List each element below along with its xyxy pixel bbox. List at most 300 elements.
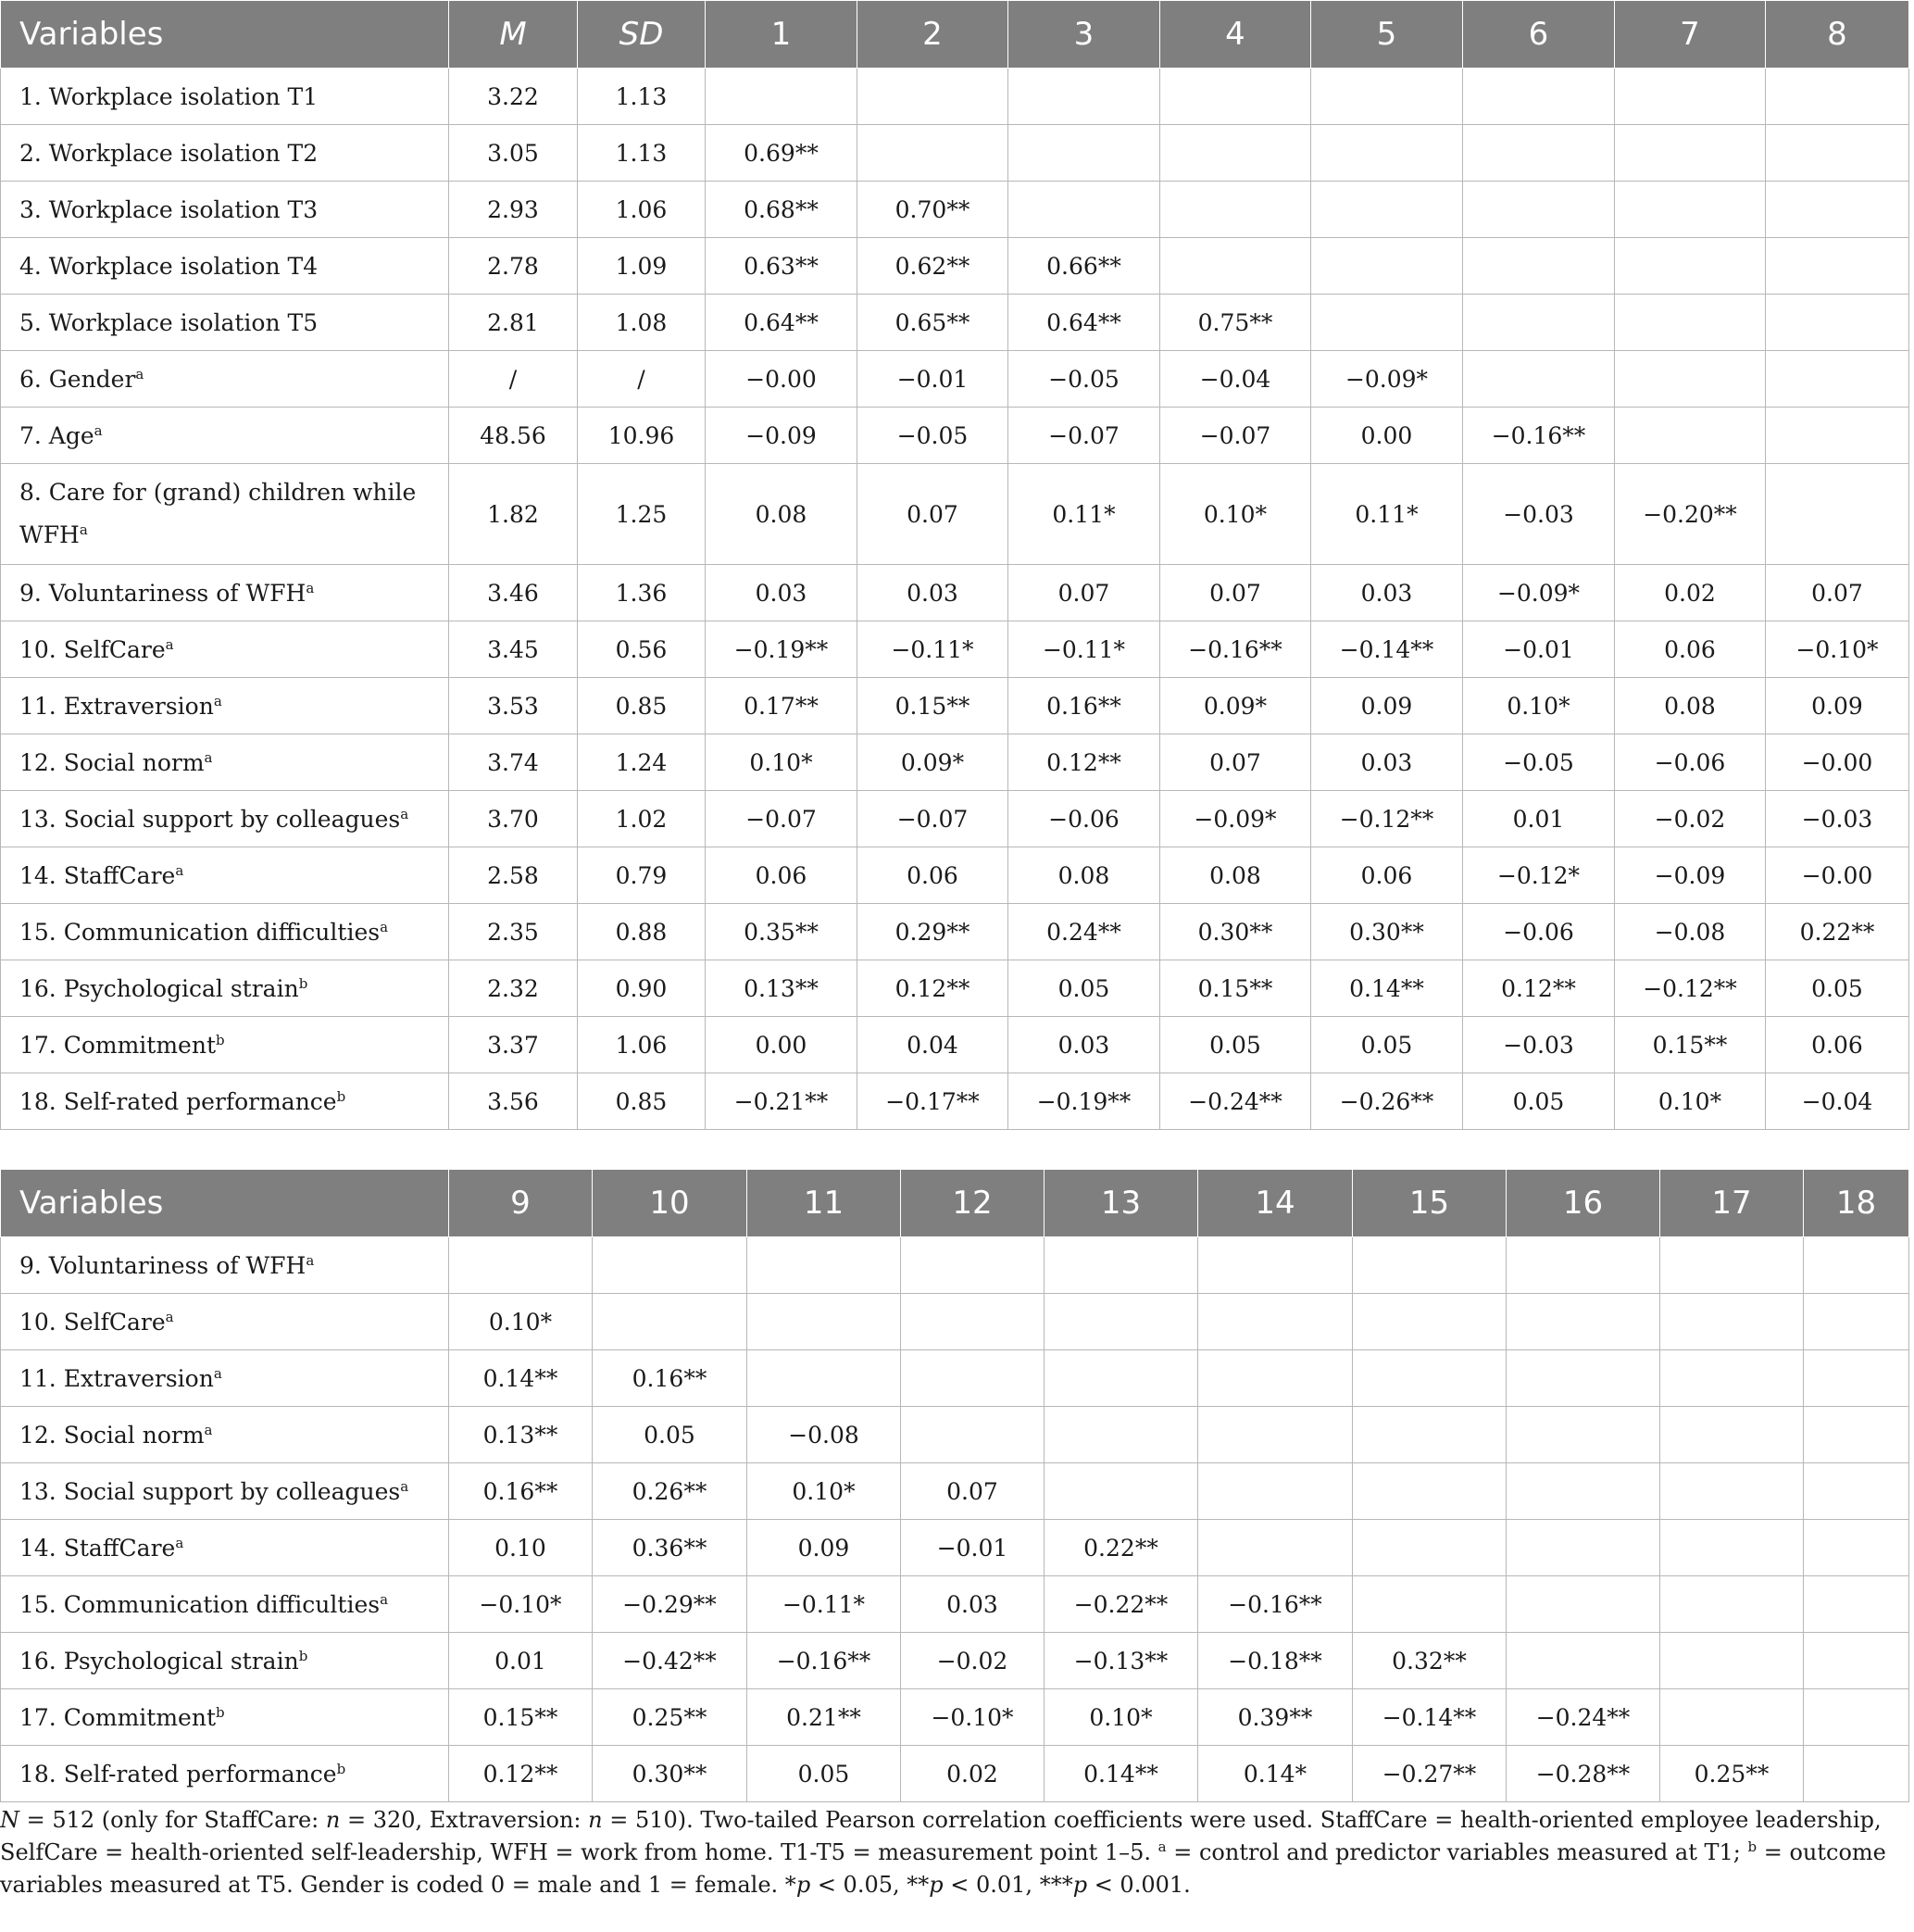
footnote-marker: a (135, 365, 144, 383)
footnote-marker: a (400, 805, 409, 822)
table-cell: −0.14** (1353, 1689, 1507, 1746)
table-cell: 0.88 (578, 904, 706, 960)
table-cell: 1.82 (449, 464, 578, 565)
table-cell (1804, 1407, 1909, 1463)
table-cell: 0.22** (1045, 1520, 1198, 1576)
table-cell: 0.03 (1008, 1017, 1160, 1073)
table-cell: 0.07 (1160, 734, 1311, 791)
table-cell: 0.11* (1311, 464, 1463, 565)
table-cell: −0.11* (1008, 621, 1160, 678)
table-cell: 0.15** (1615, 1017, 1766, 1073)
variable-name: 15. Communication difficulties (19, 1590, 381, 1618)
table-cell (747, 1350, 901, 1407)
column-header: 17 (1660, 1170, 1804, 1237)
table-cell (1615, 125, 1766, 182)
table-cell: 0.10 (449, 1520, 593, 1576)
table-cell: −0.06 (1008, 791, 1160, 847)
footnote-marker: a (79, 521, 88, 538)
table-cell: 0.05 (593, 1407, 747, 1463)
variable-label (1, 621, 449, 678)
variable-name-line2: WFH (19, 521, 80, 548)
footnote-marker: a (165, 635, 174, 653)
table-cell: 0.22** (1766, 904, 1909, 960)
table-cell (593, 1294, 747, 1350)
table-cell: −0.16** (1160, 621, 1311, 678)
table-cell: 0.85 (578, 1073, 706, 1130)
variable-name: 9. Voluntariness of WFH (19, 1251, 306, 1279)
table-cell (1804, 1689, 1909, 1746)
table-cell (1660, 1520, 1804, 1576)
variable-name: 9. Voluntariness of WFH (19, 579, 306, 607)
table-cell: −0.00 (706, 351, 857, 408)
table-cell (1804, 1350, 1909, 1407)
table-cell: 3.56 (449, 1073, 578, 1130)
table-cell (1311, 238, 1463, 295)
table-row (1, 1407, 1909, 1463)
table-cell (1615, 408, 1766, 464)
table-cell (449, 1237, 593, 1294)
table-cell (1615, 295, 1766, 351)
table-cell: 0.03 (1311, 565, 1463, 621)
table-cell (1353, 1520, 1507, 1576)
table-row (1, 408, 1909, 464)
table-cell: −0.09 (706, 408, 857, 464)
table-cell: 0.21** (747, 1689, 901, 1746)
table-cell (1766, 69, 1909, 125)
table-cell (1198, 1520, 1353, 1576)
table-cell (901, 1350, 1045, 1407)
table-cell (1660, 1576, 1804, 1633)
column-header: 2 (857, 1, 1008, 69)
table-row (1, 960, 1909, 1017)
column-header: 7 (1615, 1, 1766, 69)
variable-name: 13. Social support by colleagues (19, 805, 401, 833)
note-italic: p (795, 1872, 811, 1898)
table-cell (1198, 1237, 1353, 1294)
table-cell (1507, 1350, 1660, 1407)
variable-label (1, 408, 449, 464)
table-cell: 3.45 (449, 621, 578, 678)
table-cell: 3.74 (449, 734, 578, 791)
variable-label (1, 1017, 449, 1073)
table-row (1, 1237, 1909, 1294)
table-row (1, 464, 1909, 565)
table-cell: 0.05 (1160, 1017, 1311, 1073)
table-cell: 2.58 (449, 847, 578, 904)
table-cell: 2.35 (449, 904, 578, 960)
variable-name: 12. Social norm (19, 748, 205, 776)
table-cell (1804, 1633, 1909, 1689)
table-cell: 0.14** (1311, 960, 1463, 1017)
table-cell: −0.05 (857, 408, 1008, 464)
variable-label (1, 238, 449, 295)
footnote-marker: b (298, 974, 308, 992)
table-cell (747, 1237, 901, 1294)
table-cell (1804, 1520, 1909, 1576)
table-cell: 0.14** (1045, 1746, 1198, 1802)
table-cell: −0.29** (593, 1576, 747, 1633)
note-text: < 0.001. (1087, 1872, 1191, 1898)
table-cell: 0.25** (593, 1689, 747, 1746)
table-cell: 1.06 (578, 1017, 706, 1073)
variable-name: 12. Social norm (19, 1421, 205, 1449)
table-cell: −0.24** (1507, 1689, 1660, 1746)
table-cell (1463, 182, 1615, 238)
column-header: M (449, 1, 578, 69)
table-row (1, 847, 1909, 904)
table-cell: 0.15** (1160, 960, 1311, 1017)
variable-label (1, 351, 449, 408)
table-cell: 0.03 (857, 565, 1008, 621)
column-header: SD (578, 1, 706, 69)
table-cell: 0.14* (1198, 1746, 1353, 1802)
table-cell (1045, 1350, 1198, 1407)
variable-name: 15. Communication difficulties (19, 918, 381, 946)
variable-name: 11. Extraversion (19, 1364, 214, 1392)
variable-label (1, 1576, 449, 1633)
note-text: = outcome variables measured at T5. Gender is coded 0 = male and 1 = female. * (0, 1839, 1886, 1898)
variable-label (1, 464, 449, 565)
table-cell (747, 1294, 901, 1350)
table-cell: 0.16** (593, 1350, 747, 1407)
table-cell: −0.24** (1160, 1073, 1311, 1130)
variable-name: 3. Workplace isolation T3 (19, 195, 319, 223)
table-cell (1660, 1407, 1804, 1463)
table-cell: −0.17** (857, 1073, 1008, 1130)
table-cell: −0.03 (1463, 464, 1615, 565)
table-cell: 1.13 (578, 69, 706, 125)
table-cell: 0.75** (1160, 295, 1311, 351)
table-cell (1463, 295, 1615, 351)
table-cell: 0.01 (1463, 791, 1615, 847)
table-cell: 0.06 (1766, 1017, 1909, 1073)
table-cell: −0.18** (1198, 1633, 1353, 1689)
table-cell (1804, 1746, 1909, 1802)
table-cell: 1.02 (578, 791, 706, 847)
table-cell: 0.15** (449, 1689, 593, 1746)
variable-label (1, 734, 449, 791)
table-cell: 0.00 (1311, 408, 1463, 464)
table-cell: 1.24 (578, 734, 706, 791)
table-cell: 0.03 (901, 1576, 1045, 1633)
table-cell (1311, 295, 1463, 351)
table-cell: −0.02 (1615, 791, 1766, 847)
table-cell (901, 1237, 1045, 1294)
table-cell: 0.12** (449, 1746, 593, 1802)
footnote-marker: a (380, 1590, 389, 1608)
correlation-table-part2 (0, 1169, 1909, 1802)
table-cell: 0.07 (1008, 565, 1160, 621)
variable-label (1, 69, 449, 125)
table-cell: −0.04 (1160, 351, 1311, 408)
table-cell: 0.09 (1766, 678, 1909, 734)
variable-label (1, 295, 449, 351)
table-cell (857, 69, 1008, 125)
note-n-symbol: N (0, 1807, 19, 1833)
table-cell: 48.56 (449, 408, 578, 464)
table-header-row (1, 1, 1909, 69)
table-cell: −0.08 (747, 1407, 901, 1463)
table-row (1, 182, 1909, 238)
variable-name: 18. Self-rated performance (19, 1087, 337, 1115)
table-cell: 0.07 (901, 1463, 1045, 1520)
table-cell: 0.06 (706, 847, 857, 904)
table-cell: 0.10* (449, 1294, 593, 1350)
table-cell (1615, 182, 1766, 238)
variable-name: 2. Workplace isolation T2 (19, 139, 319, 167)
footnote-marker: a (175, 1534, 184, 1551)
table-cell: 0.63** (706, 238, 857, 295)
table-cell: 0.11* (1008, 464, 1160, 565)
table-cell: −0.16** (1198, 1576, 1353, 1633)
note-text: < 0.05, ** (810, 1872, 930, 1898)
table-cell (1353, 1237, 1507, 1294)
table-cell: 0.26** (593, 1463, 747, 1520)
table-cell: 0.15** (857, 678, 1008, 734)
footnote-marker: b (298, 1647, 308, 1664)
table-cell: −0.20** (1615, 464, 1766, 565)
table-cell (1507, 1237, 1660, 1294)
table-cell: −0.19** (1008, 1073, 1160, 1130)
column-header: 13 (1045, 1170, 1198, 1237)
table-cell: 0.29** (857, 904, 1008, 960)
table-cell: 2.81 (449, 295, 578, 351)
table-cell: −0.09 (1615, 847, 1766, 904)
table-cell: 1.08 (578, 295, 706, 351)
table-cell: 0.00 (706, 1017, 857, 1073)
table-row (1, 1017, 1909, 1073)
table-cell (593, 1237, 747, 1294)
table-cell: 0.70** (857, 182, 1008, 238)
table-cell: −0.22** (1045, 1576, 1198, 1633)
table-row (1, 1350, 1909, 1407)
table-cell: 0.10* (747, 1463, 901, 1520)
variable-name: 10. SelfCare (19, 1308, 166, 1336)
table-row (1, 565, 1909, 621)
table-cell (1045, 1294, 1198, 1350)
table-cell: 0.03 (706, 565, 857, 621)
table-cell (1198, 1294, 1353, 1350)
table-cell: −0.01 (1463, 621, 1615, 678)
table-cell (1463, 69, 1615, 125)
variable-label (1, 1689, 449, 1746)
table-cell (1615, 238, 1766, 295)
table-cell (857, 125, 1008, 182)
table-cell (1463, 125, 1615, 182)
table-cell (1660, 1237, 1804, 1294)
table-cell (1804, 1237, 1909, 1294)
table-cell (1615, 351, 1766, 408)
table-cell: 0.66** (1008, 238, 1160, 295)
table-cell: 3.46 (449, 565, 578, 621)
table-cell: / (578, 351, 706, 408)
table-cell: −0.09* (1311, 351, 1463, 408)
table-row (1, 238, 1909, 295)
column-header: 6 (1463, 1, 1615, 69)
footnote-marker: a (94, 421, 103, 439)
note-text: < 0.01, *** (943, 1872, 1073, 1898)
variable-name: 13. Social support by colleagues (19, 1477, 401, 1505)
table-cell (1660, 1689, 1804, 1746)
table-cell (1353, 1407, 1507, 1463)
column-header: 16 (1507, 1170, 1660, 1237)
variable-name: 8. Care for (grand) children while (19, 479, 417, 506)
table-row (1, 1689, 1909, 1746)
footnote-marker: a (380, 918, 389, 935)
table-cell (1463, 351, 1615, 408)
table-cell: 0.10* (1045, 1689, 1198, 1746)
variable-name: 6. Gender (19, 365, 136, 393)
note-superscript: b (1747, 1838, 1758, 1855)
note-text: = 512 (only for StaffCare: (19, 1807, 326, 1833)
footnote-marker: b (336, 1087, 346, 1105)
table-cell: −0.10* (449, 1576, 593, 1633)
table-cell: −0.10* (1766, 621, 1909, 678)
footnote-marker: a (204, 748, 213, 766)
column-header: 11 (747, 1170, 901, 1237)
table-cell: 0.25** (1660, 1746, 1804, 1802)
table-cell (1160, 69, 1311, 125)
note-italic: n (325, 1807, 341, 1833)
table-cell: −0.12** (1615, 960, 1766, 1017)
table-cell: −0.26** (1311, 1073, 1463, 1130)
column-header: 8 (1766, 1, 1909, 69)
table-cell (1660, 1463, 1804, 1520)
variable-name: 17. Commitment (19, 1031, 216, 1059)
table-row (1, 1746, 1909, 1802)
table-cell: −0.12* (1463, 847, 1615, 904)
note-text: = control and predictor variables measured at T1; (1166, 1839, 1748, 1865)
table-row (1, 678, 1909, 734)
table-cell (1804, 1576, 1909, 1633)
table-row (1, 1073, 1909, 1130)
variable-label (1, 182, 449, 238)
table-cell: 0.16** (1008, 678, 1160, 734)
table-cell (1507, 1633, 1660, 1689)
table-cell (1463, 238, 1615, 295)
table-cell: 0.08 (1615, 678, 1766, 734)
table-cell: −0.03 (1766, 791, 1909, 847)
table-cell: 0.08 (706, 464, 857, 565)
table-cell (1008, 125, 1160, 182)
table-cell: 0.17** (706, 678, 857, 734)
footnote-marker: b (216, 1703, 225, 1721)
variable-name: 16. Psychological strain (19, 974, 299, 1002)
table-cell: 0.90 (578, 960, 706, 1017)
table-cell: −0.12** (1311, 791, 1463, 847)
variable-name: 18. Self-rated performance (19, 1760, 337, 1788)
table-cell (1008, 69, 1160, 125)
table-cell: 0.62** (857, 238, 1008, 295)
column-header: 9 (449, 1170, 593, 1237)
variable-label (1, 1237, 449, 1294)
table-cell: 0.30** (1311, 904, 1463, 960)
table-cell: 0.09 (747, 1520, 901, 1576)
table-cell (1507, 1407, 1660, 1463)
table-cell: 0.10* (1463, 678, 1615, 734)
table-cell: −0.07 (706, 791, 857, 847)
table-cell: 3.22 (449, 69, 578, 125)
table-cell: / (449, 351, 578, 408)
table-cell (1660, 1350, 1804, 1407)
table-cell: −0.07 (1008, 408, 1160, 464)
table-row (1, 1576, 1909, 1633)
variable-name: 16. Psychological strain (19, 1647, 299, 1675)
table-cell: 0.01 (449, 1633, 593, 1689)
table-cell: 0.85 (578, 678, 706, 734)
table-cell: 0.39** (1198, 1689, 1353, 1746)
variable-label (1, 1073, 449, 1130)
table-cell: 0.05 (1766, 960, 1909, 1017)
table-row (1, 125, 1909, 182)
table-cell: 0.79 (578, 847, 706, 904)
table-cell: −0.07 (1160, 408, 1311, 464)
table-cell: 2.93 (449, 182, 578, 238)
table-cell: 0.02 (1615, 565, 1766, 621)
variable-label (1, 1746, 449, 1802)
table-cell (1353, 1463, 1507, 1520)
table-cell: 0.09* (1160, 678, 1311, 734)
table-cell: −0.42** (593, 1633, 747, 1689)
variable-name-continued (19, 514, 448, 557)
table-cell: 0.09 (1311, 678, 1463, 734)
table-cell: −0.28** (1507, 1746, 1660, 1802)
table-cell: 0.12** (857, 960, 1008, 1017)
table-cell: −0.09* (1463, 565, 1615, 621)
variable-label (1, 1633, 449, 1689)
variable-name: 4. Workplace isolation T4 (19, 252, 319, 280)
variable-name: 14. StaffCare (19, 1534, 176, 1562)
table-cell: 0.06 (1615, 621, 1766, 678)
table-row (1, 1463, 1909, 1520)
table-cell: −0.09* (1160, 791, 1311, 847)
table-cell: −0.04 (1766, 1073, 1909, 1130)
variable-label (1, 791, 449, 847)
table-cell: 1.13 (578, 125, 706, 182)
variable-name: 5. Workplace isolation T5 (19, 308, 319, 336)
table-cell (1198, 1350, 1353, 1407)
table-cell: −0.16** (1463, 408, 1615, 464)
table-header-row (1, 1170, 1909, 1237)
table-cell (1160, 238, 1311, 295)
variable-label (1, 125, 449, 182)
table-cell (1766, 238, 1909, 295)
table-cell: 3.70 (449, 791, 578, 847)
table-cell: −0.11* (747, 1576, 901, 1633)
table-cell: 3.37 (449, 1017, 578, 1073)
column-header-variables: Variables (1, 1170, 449, 1237)
table-note (0, 1804, 1908, 1901)
table-cell (1507, 1520, 1660, 1576)
table-cell (901, 1407, 1045, 1463)
variable-label (1, 1350, 449, 1407)
variable-label (1, 678, 449, 734)
table-row (1, 69, 1909, 125)
table-cell: −0.14** (1311, 621, 1463, 678)
table-cell: −0.03 (1463, 1017, 1615, 1073)
variable-label (1, 1463, 449, 1520)
variable-name: 7. Age (19, 421, 94, 449)
table-cell: 0.07 (1766, 565, 1909, 621)
column-header: 3 (1008, 1, 1160, 69)
table-cell: 0.12** (1008, 734, 1160, 791)
table-cell: 0.56 (578, 621, 706, 678)
table-cell: −0.07 (857, 791, 1008, 847)
table-cell (1353, 1576, 1507, 1633)
table-cell: −0.16** (747, 1633, 901, 1689)
footnote-marker: a (175, 861, 184, 879)
table-cell: 0.30** (1160, 904, 1311, 960)
